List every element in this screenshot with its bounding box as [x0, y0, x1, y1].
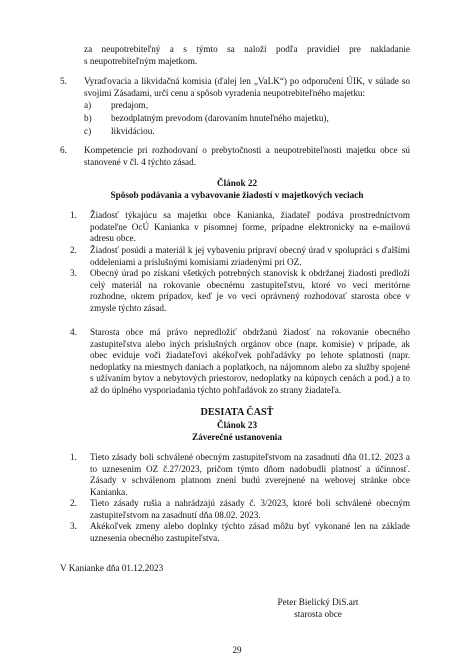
option-text: predajom, [111, 100, 148, 110]
signature-role: starosta obce [294, 609, 342, 619]
option-marker: b) [84, 113, 92, 123]
list-item-text: Žiadosť týkajúcu sa majetku obce Kanianka, žiadateľ podáva prostredníctvom podateľne OcÚ Kanianka v písomnej forme, prípadne elektronicky na e-mailovú adresu obce. [90, 210, 410, 244]
list-number: 3. [70, 521, 77, 531]
option-text: bezodplatným prevodom (darovaním hnuteľného majetku), [111, 113, 329, 123]
list-number: 1. [70, 452, 77, 462]
sub-point-text-line1: za neupotrebiteľný a s týmto sa naloží podľa pravidiel pre nakladanie [84, 44, 410, 54]
list-number: 6. [60, 145, 67, 155]
list-number: 1. [70, 210, 77, 220]
place-date: V Kanianke dňa 01.12.2023 [60, 563, 164, 573]
article-title: Záverečné ustanovenia [192, 432, 282, 442]
part-title: DESIATA ČASŤ [200, 407, 274, 418]
list-item-text: Tieto zásady boli schválené obecným zastupiteľstvom na zasadnutí dňa 01.12. 2023 a to uznesením OZ č.27/2023, pričom týmto dňom nadobudli platnosť a účinnosť. Zásady v schválenom platnom znení budú zverejnené na webovej stránke obce Kanianka. [90, 452, 410, 497]
list-number: 2. [70, 498, 77, 508]
list-item-text: Akékoľvek zmeny alebo doplnky týchto zásad môžu byť vykonané len na základe uznesenia obecného zastupiteľstva. [90, 521, 410, 543]
page-number: 29 [232, 645, 242, 655]
list-item-text: Tieto zásady rušia a nahrádzajú zásady č. 3/2023, ktoré boli schválené obecným zastupiteľstvom na zasadnutí dňa 08.02. 2023. [90, 498, 410, 520]
option-text: likvidáciou. [111, 126, 155, 136]
article-heading: Článok 22 [216, 178, 258, 188]
option-marker: a) [84, 100, 92, 110]
sub-point-text-line2: s neupotrebiteľným majetkom. [84, 56, 198, 66]
article-title: Spôsob podávania a vybavovanie žiadostí v majetkových veciach [110, 190, 364, 200]
list-number: 3. [70, 268, 77, 278]
list-number: 2. [70, 245, 77, 255]
option-marker: c) [84, 126, 92, 136]
list-item-text: Kompetencie pri rozhodovaní o prebytočnosti a neupotrebiteľnosti majetku obce sú stanovené v čl. 4 týchto zásad. [84, 145, 410, 167]
list-number: 4. [70, 327, 77, 337]
list-item-text: Žiadosť posúdi a materiál k jej vybaveniu pripraví obecný úrad v spolupráci s ďalšími oddeleniami a príslušnými komisiami zriadenými pri OZ. [90, 245, 410, 267]
signature-name: Peter Bielický DiS.art [277, 597, 359, 607]
list-item-text: Starosta obce má právo nepredložiť obdržanú žiadosť na rokovanie obecného zastupiteľstva alebo iných príslušných orgánov obce (napr. komisie) v prípade, ak obec eviduje voči žiadateľovi akékoľvek pohľadávky po lehote splatnosti (napr. nedoplatky na miestnych daniach a poplatkoch, na nájomnom alebo za služby spojené s užívaním bytov a nebytových priestorov, nedoplatky na kúpnych cenách a pod.) a to až do úplného vysporiadania týchto pohľadávok zo strany žiadateľa. [90, 327, 410, 395]
list-item-text: Vyraďovacia a likvidačná komisia (ďalej len „VaLK“) po odporučení ÚIK, v súlade so svojimi Zásadami, určí cenu a spôsob vyradenia neupotrebiteľného majetku: [84, 76, 410, 98]
article-heading: Článok 23 [216, 420, 258, 430]
list-number: 5. [60, 76, 67, 86]
list-item-text: Obecný úrad po získaní všetkých potrebných stanovísk k obdržanej žiadosti predloží celý materiál na rokovanie obecnému zastupiteľstvu, ktoré vo veci meritórne rozhodne, okrem prípadov, keď je vo veci oprávnený rozhodovať starosta obce v zmysle týchto zásad. [90, 268, 410, 313]
